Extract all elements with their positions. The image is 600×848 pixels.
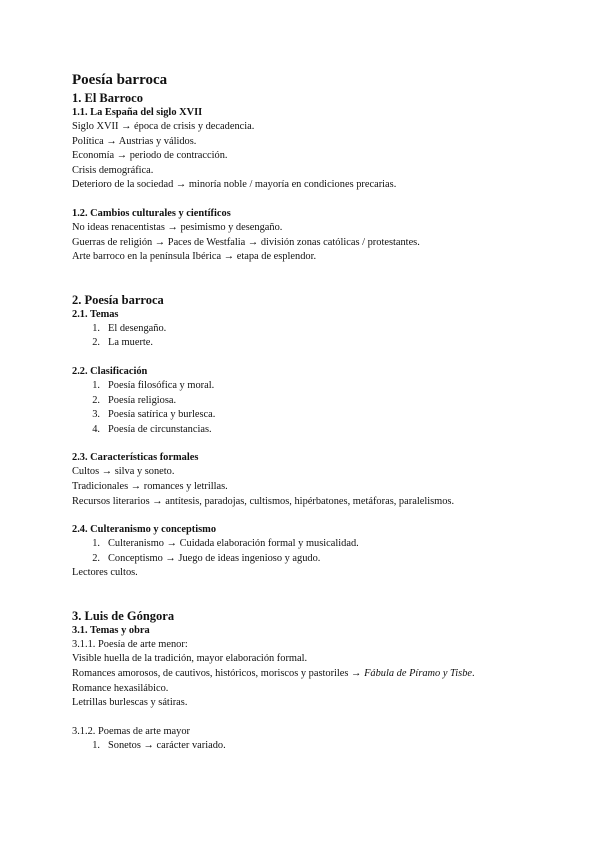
text-line: Letrillas burlescas y sátiras. <box>72 697 188 709</box>
text-line: Romance hexasilábico. <box>72 682 169 694</box>
subsection-heading-cambios: 1.2. Cambios culturales y científicos <box>72 207 231 219</box>
list-item: 2. La muerte. <box>92 337 154 349</box>
text-line: 3.1.1. Poesía de arte menor: <box>72 638 188 650</box>
subsection-heading-clasificacion: 2.2. Clasificación <box>72 365 148 377</box>
text-line: Cultos → silva y soneto. <box>72 466 175 478</box>
spacer <box>72 437 542 451</box>
text-line: No ideas renacentistas → pesimismo y desengaño. <box>72 221 283 233</box>
text-line: Lectores cultos. <box>72 567 138 579</box>
text-line: 3.1.2. Poemas de arte mayor <box>72 725 191 737</box>
list-item: 4. Poesía de circunstancias. <box>92 423 212 435</box>
text-line: Guerras de religión → Paces de Westfalia → división zonas católicas / protestantes. <box>72 236 420 248</box>
temas-list <box>72 322 542 351</box>
spacer <box>72 711 542 725</box>
document-title: Poesía barroca <box>72 72 168 88</box>
text-line: Arte barroco en la península Ibérica → etapa de esplendor. <box>72 251 317 263</box>
section-heading-poesia: 2. Poesía barroca <box>72 292 164 307</box>
text-line: Deterioro de la sociedad → minoría noble / mayoría en condiciones precarias. <box>72 179 397 191</box>
subsection-heading-espana: 1.1. La España del siglo XVII <box>72 107 203 118</box>
arte-mayor-list <box>72 739 542 754</box>
document-content <box>72 70 542 754</box>
text-line: Economía → periodo de contracción. <box>72 150 228 162</box>
list-item: 2. Conceptismo → Juego de ideas ingenioso y agudo. <box>92 552 321 564</box>
work-title: Fábula de Píramo y Tisbe <box>364 668 473 680</box>
section-heading-barroco: 1. El Barroco <box>72 91 143 105</box>
section-heading-gongora: 3. Luis de Góngora <box>72 608 175 623</box>
spacer <box>72 509 542 523</box>
text-line: Visible huella de la tradición, mayor elaboración formal. <box>72 653 308 665</box>
subsection-heading-temas: 2.1. Temas <box>72 308 119 320</box>
subsection-heading-temas-obra: 3.1. Temas y obra <box>72 624 150 636</box>
spacer <box>72 265 542 292</box>
list-item: 2. Poesía religiosa. <box>92 394 177 406</box>
text-line: Romances amorosos, de cautivos, históricos, moriscos y pastoriles → Fábula de Píramo y Tisbe. <box>72 668 475 680</box>
spacer <box>72 581 542 608</box>
spacer <box>72 351 542 365</box>
clasificacion-list <box>72 379 542 437</box>
subsection-heading-caracteristicas: 2.3. Características formales <box>72 452 199 464</box>
text-line: Recursos literarios → antítesis, paradojas, cultismos, hipérbatones, metáforas, paralelismos. <box>72 495 455 507</box>
list-item: 1. Poesía filosófica y moral. <box>92 379 215 391</box>
text-line: Tradicionales → romances y letrillas. <box>72 480 228 492</box>
text-line: Siglo XVII → época de crisis y decadencia. <box>72 121 255 132</box>
list-item: 1. El desengaño. <box>92 322 167 334</box>
list-item: 1. Culteranismo → Cuidada elaboración formal y musicalidad. <box>92 538 359 550</box>
list-item: 3. Poesía satírica y burlesca. <box>92 409 216 421</box>
list-item: 1. Sonetos → carácter variado. <box>92 740 226 752</box>
culteranismo-list <box>72 537 542 566</box>
text-line: Crisis demográfica. <box>72 164 154 176</box>
subsection-heading-culteranismo: 2.4. Culteranismo y conceptismo <box>72 524 217 536</box>
text-line: Política → Austrias y válidos. <box>72 135 197 147</box>
spacer <box>72 193 542 207</box>
